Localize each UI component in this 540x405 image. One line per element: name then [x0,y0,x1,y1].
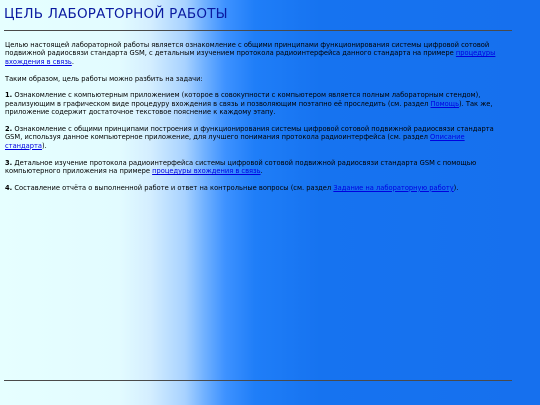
intro-end: . [71,57,74,66]
task-text-end: . [260,167,263,176]
task-number: 2. [5,125,13,134]
task-number: 4. [5,183,13,192]
lab-assignment-link[interactable]: Задание на лабораторную работу [333,183,454,192]
task-text: Составление отчёта о выполненной работе и ответ на контрольные вопросы (см. раздел [14,183,332,192]
top-divider [4,30,512,31]
procedure-link[interactable]: процедуры вхождения в связь [152,167,261,176]
help-link[interactable]: Помощь [430,99,460,108]
bottom-divider [4,380,512,381]
tasks-lead: Таким образом, цель работы можно разбить на задачи: [5,74,203,83]
intro-procedure-link[interactable]: процедуры вхождения в связь [5,49,496,66]
task-text-end: ). [42,141,47,150]
task-number: 3. [5,158,13,167]
task-text-end: ). [453,183,459,192]
task-text: Детальное изучение протокола радиоинтерфейса системы цифровой сотовой подвижной радиосвязи стандарта GSM с помощью компьютерного приложения на примере [5,158,477,176]
task-number: 1. [5,91,13,100]
task-text-end: ). Так же, приложение содержит достаточное текстовое пояснение к каждому этапу. [5,99,493,117]
intro-text: Целью настоящей лабораторной работы является ознакомление с общими принципами функционирования системы цифровой сотовой подвижной радиосвязи стандарта GSM, с детальным изучением протокола радиоинтерфейса данного стандарта на примере [5,41,490,58]
intro-paragraph [5,41,505,66]
standard-description-link[interactable]: Описание стандарта [5,133,465,150]
task-text: Ознакомление с компьютерным приложением (которое в совокупности с компьютером является полным лабораторным стендом), реализующим в графическом виде процедуру вхождения в связь и позволяющим поэтапно её проследить (см. раздел [5,91,481,108]
page-title: ЦЕЛЬ ЛАБОРАТОРНОЙ РАБОТЫ [4,6,228,22]
task-item-1 [5,91,505,116]
task-item-4 [5,184,505,192]
task-item-3 [5,159,505,176]
task-text: Ознакомление с общими принципами построения и функционирования системы цифровой сотовой подвижной радиосвязи стандарта GSM, используя данное компьютерное приложение, для лучшего понимания протокола радиоинтерфейса (см. раздел [5,125,494,142]
main-content [5,41,505,201]
task-item-2 [5,125,505,150]
